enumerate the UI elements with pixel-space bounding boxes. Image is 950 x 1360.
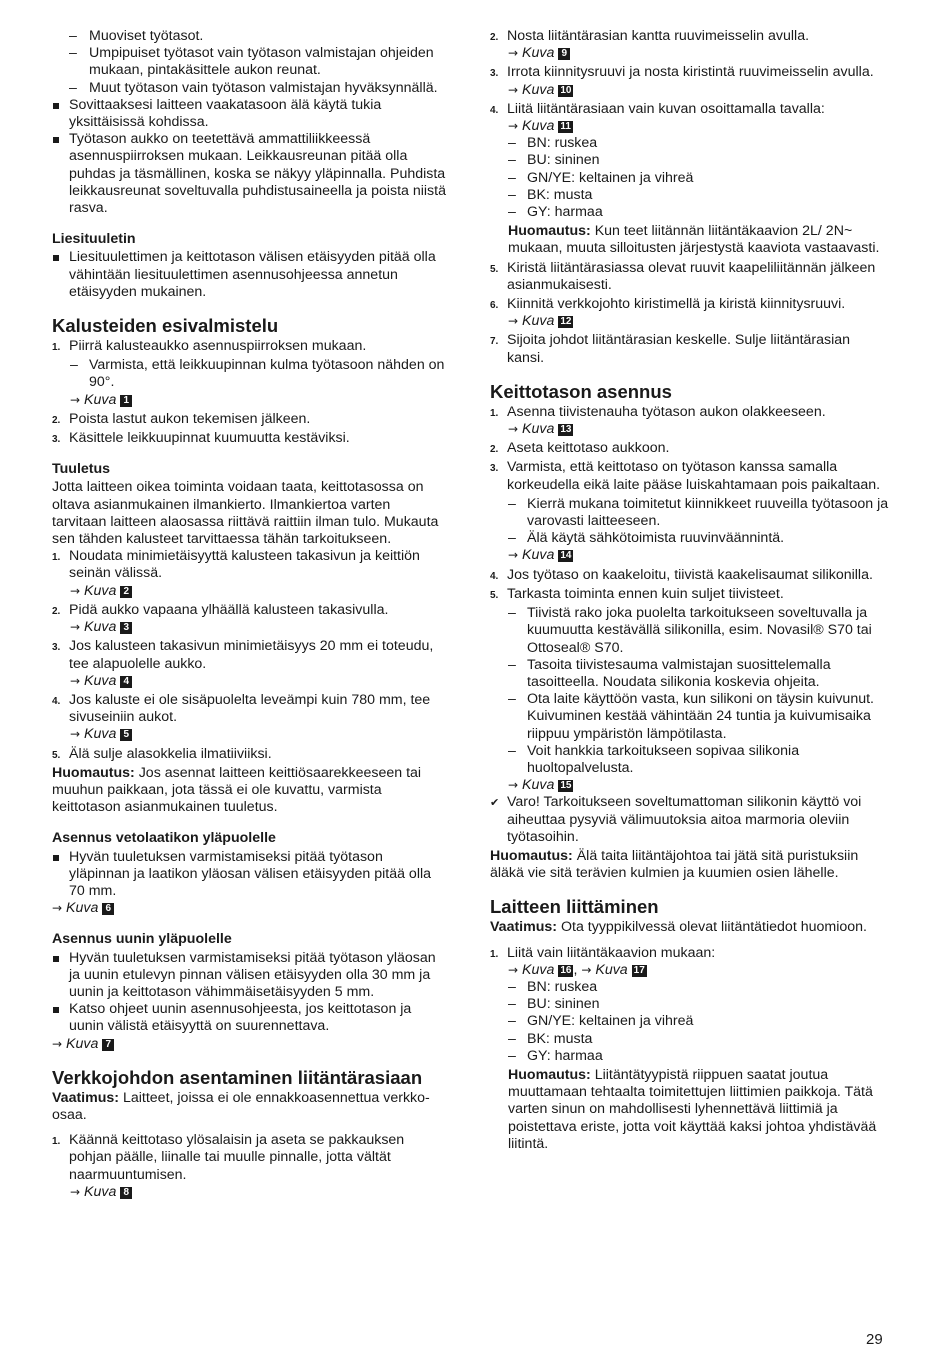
list-item: – Kierrä mukana toimitetut kiinnikkeet ruuveilla työtasoon ja varovasti laitteeseen. (490, 496, 890, 530)
paragraph: Jotta laitteen oikea toiminta voidaan taata, keittotasossa on oltava asianmukainen ilmankierto. Ilmankiertoa varten tarvitaan laitteen alaosassa riittävä raittiin ilman tulo. Mukauta sen tähden kalusteet tarvittaessa tähän tarkoitukseen. (52, 479, 439, 548)
figure-ref: → Kuva 2 (52, 583, 447, 600)
arrow-icon: → (508, 119, 519, 134)
arrow-icon: → (508, 46, 519, 61)
step-item: 2. Pidä aukko vapaana ylhäällä kalusteen takasivulla. (52, 601, 389, 618)
wire-item: – BN: ruskea (490, 979, 890, 996)
list-item: – Ota laite käyttöön vasta, kun silikoni on täysin kuivunut. Kuivuminen kestää vähintään 24 tuntia ja kuivumisaika riippuu ympäristön lämpötilasta. (490, 691, 890, 743)
wire-item: – BK: musta (490, 1031, 890, 1048)
figure-number: 2 (120, 586, 132, 598)
step-item: 4. Jos työtaso on kaakeloitu, tiivistä kaakelisaumat silikonilla. (490, 566, 873, 583)
arrow-icon: → (508, 778, 519, 793)
arrow-icon: → (52, 1036, 63, 1051)
figure-number: 10 (560, 84, 572, 96)
figure-ref: → Kuva 1 (52, 392, 447, 409)
figure-ref: → Kuva 12 (508, 313, 572, 330)
figure-ref: → Kuva 6 (52, 900, 447, 917)
bullet-item: Katso ohjeet uunin asennusohjeesta, jos keittotason ja uunin välistä etäisyyttä on suurennettava. (52, 1001, 447, 1035)
section-heading-oven: Asennus uunin yläpuolelle (52, 931, 232, 948)
arrow-icon: → (508, 82, 519, 97)
arrow-icon: → (508, 314, 519, 329)
figure-number: 4 (120, 676, 132, 688)
figure-ref: → Kuva 16 , → Kuva 17 (508, 961, 645, 978)
figure-number: 9 (558, 48, 570, 60)
arrow-icon: → (70, 1184, 81, 1199)
figure-number: 7 (102, 1039, 114, 1051)
wire-item: – GY: harmaa (490, 204, 890, 221)
step-item: 2. Poista lastut aukon tekemisen jälkeen. (52, 410, 311, 427)
figure-ref: → Kuva 13 (508, 421, 572, 438)
figure-number: 16 (560, 964, 572, 976)
arrow-icon: → (70, 727, 81, 742)
step-item: 1. Asenna tiivistenauha työtason aukon olakkeeseen. (490, 403, 826, 420)
note: Huomautus: Jos asennat laitteen keittiösaarekkeeseen tai muuhun paikkaan, jota tässä ei ole kuvattu, varmista keittotason asianmukainen tuuletus. (52, 764, 422, 816)
figure-ref: → Kuva 7 (52, 1036, 447, 1053)
arrow-icon: → (52, 901, 63, 916)
list-item: – Tiivistä rako joka puolelta tarkoitukseen soveltuvalla ja kuumuutta kestävällä silikonilla, esim. Novasil® S70 tai Ottoseal® S70. (490, 605, 890, 657)
arrow-icon: → (70, 392, 81, 407)
section-heading-connect: Laitteen liittäminen (490, 896, 659, 918)
list-item: – Muut työtason vain työtason valmistajan hyväksynnällä. (52, 80, 447, 97)
figure-number: 13 (560, 424, 572, 436)
wire-item: – GY: harmaa (490, 1048, 890, 1065)
step-item: 5. Kiristä liitäntärasiassa olevat ruuvit kaapeliliitännän jälkeen asianmukaisesti. (490, 259, 876, 293)
requirement: Vaatimus: Laitteet, joissa ei ole ennakkoasennettua verkko-osaa. (52, 1089, 430, 1123)
wire-item: – GN/YE: keltainen ja vihreä (490, 170, 890, 187)
step-item: 2. Aseta keittotaso aukkoon. (490, 440, 670, 457)
step-item: 1. Noudata minimietäisyyttä kalusteen takasivun ja keittiön seinän välissä. (52, 548, 420, 582)
section-heading-prep: Kalusteiden esivalmistelu (52, 315, 279, 337)
figure-number: 14 (560, 550, 572, 562)
figure-ref: → Kuva 10 (508, 81, 572, 98)
step-item: 1. Piirrä kalusteaukko asennuspiirroksen mukaan. (52, 338, 367, 355)
figure-number: 15 (560, 780, 572, 792)
list-item: – Älä käytä sähkötoimista ruuvinväännintä. (490, 530, 890, 547)
step-item: 3. Jos kalusteen takasivun minimietäisyys 20 mm ei toteudu, tee alapuolelle aukko. (52, 638, 434, 672)
figure-ref: → Kuva 14 (508, 547, 572, 564)
list-item: – Varmista, että leikkuupinnan kulma työtasoon nähden on 90°. (52, 357, 447, 391)
figure-ref: → Kuva 5 (52, 726, 447, 743)
figure-ref: → Kuva 8 (52, 1184, 447, 1201)
step-item: 5. Älä sulje alasokkelia ilmatiiviiksi. (52, 745, 272, 762)
figure-number: 1 (120, 395, 132, 407)
bullet-item: Työtason aukko on teetettävä ammattiliikkeessä asennuspiirroksen mukaan. Leikkausreunan pitää olla puhdas ja täsmällinen, koska se näkyy yläpinnalla. Puhdista leikkausreunat soveltuvalla puhdistusaineella ja poista niistä rasva. (52, 131, 447, 217)
step-item: 5. Tarkasta toiminta ennen kuin suljet tiivisteet. (490, 585, 784, 602)
figure-ref: → Kuva 4 (52, 673, 447, 690)
bullet-item: Hyvän tuuletuksen varmistamiseksi pitää työtason yläosan ja uunin etulevyn pinnan välisen etäisyyden olla 30 mm ja uunin ja keittotason vähimmäisetäisyyden 5 mm. (52, 950, 447, 1002)
list-item: – Tasoita tiivistesauma valmistajan suosittelemalla tasoitteella. Noudata silikonia koskevia ohjeita. (490, 657, 890, 691)
figure-number: 3 (120, 622, 132, 634)
requirement: Vaatimus: Ota tyyppikilvessä olevat liitäntätiedot huomioon. (490, 919, 867, 936)
section-heading-hood: Liesituuletin (52, 231, 136, 248)
section-heading-worktop: Keittotason asennus (490, 380, 672, 402)
warning-item: ✔ Varo! Tarkoitukseen soveltumattoman silikonin käyttö voi aiheuttaa pysyviä välimuutoksia aitoa marmoria oleviin työtasoihin. (490, 794, 890, 846)
list-item: – Muoviset työtasot. (52, 28, 447, 45)
figure-ref: → Kuva 11 (508, 118, 571, 135)
section-heading-drawer: Asennus vetolaatikon yläpuolelle (52, 830, 276, 847)
note: Huomautus: Älä taita liitäntäjohtoa tai jätä sitä puristuksiin äläkä vie sitä terävien kulmien ja kuumien osien lähelle. (490, 847, 859, 882)
step-item: 6. Kiinnitä verkkojohto kiristimellä ja kiristä kiinnitysruuvi. (490, 296, 846, 313)
figure-ref: → Kuva 15 (508, 777, 572, 794)
wire-item: – BU: sininen (490, 152, 890, 169)
wire-item: – BN: ruskea (490, 135, 890, 152)
note: Huomautus: Kun teet liitännän liitäntäkaavion 2L/ 2N~ mukaan, muuta silloitusten järjestystä kaaviota vastaavasti. (508, 223, 880, 257)
page-number: 29 (866, 1331, 883, 1348)
list-item: – Umpipuiset työtasot vain työtason valmistajan ohjeiden mukaan, pintakäsittele aukon reunat. (52, 45, 447, 79)
figure-ref: → Kuva 3 (52, 619, 447, 636)
bullet-item: Liesituulettimen ja keittotason välisen etäisyyden pitää olla vähintään liesituulettimen asennusohjeessa annetun etäisyyden mukainen. (52, 249, 447, 301)
section-heading-cable: Verkkojohdon asentaminen liitäntärasiaan (52, 1066, 423, 1088)
step-item: 7. Sijoita johdot liitäntärasian keskelle. Sulje liitäntärasian kansi. (490, 332, 851, 366)
arrow-icon: → (508, 548, 519, 563)
section-heading-vent: Tuuletus (52, 461, 111, 478)
arrow-icon: → (508, 422, 519, 437)
figure-number: 6 (102, 903, 114, 915)
arrow-icon: → (70, 673, 81, 688)
step-item: 3. Irrota kiinnitysruuvi ja nosta kiristintä ruuvimeisselin avulla. (490, 64, 874, 81)
arrow-icon: → (581, 962, 592, 977)
list-item: – Voit hankkia tarkoitukseen sopivaa silikonia huoltopalvelusta. (490, 743, 890, 777)
right-column (490, 28, 890, 1153)
step-item: 4. Liitä liitäntärasiaan vain kuvan osoittamalla tavalla: (490, 100, 825, 117)
step-item: 2. Nosta liitäntärasian kantta ruuvimeisselin avulla. (490, 28, 810, 44)
wire-item: – BU: sininen (490, 996, 890, 1013)
figure-ref: → Kuva 9 (490, 45, 890, 62)
wire-item: – BK: musta (490, 187, 890, 204)
step-item: 3. Varmista, että keittotaso on työtason kanssa samalla korkeudella eikä laite pääse luiskahtamaan pois paikaltaan. (490, 459, 881, 493)
arrow-icon: → (70, 583, 81, 598)
figure-number: 12 (560, 316, 572, 328)
left-column (52, 28, 447, 1201)
step-item: 3. Käsittele leikkuupinnat kuumuutta kestäviksi. (52, 430, 350, 447)
figure-number: 8 (120, 1187, 132, 1199)
bullet-item: Sovittaaksesi laitteen vaakatasoon älä käytä tukia yksittäisissä kohdissa. (52, 97, 447, 131)
step-item: 4. Jos kaluste ei ole sisäpuolelta leveämpi kuin 780 mm, tee sivuseiniin aukot. (52, 691, 431, 726)
arrow-icon: → (70, 620, 81, 635)
step-item: 1. Käännä keittotaso ylösalaisin ja aseta se pakkauksen pohjan päälle, liinalle tai muulle pinnalle, jotta vältät naarmuuntumisen. (52, 1132, 405, 1183)
figure-number: 11 (560, 121, 571, 133)
step-item: 1. Liitä vain liitäntäkaavion mukaan: (490, 944, 716, 961)
wire-item: – GN/YE: keltainen ja vihreä (490, 1013, 890, 1030)
note: Huomautus: Liitäntätyypistä riippuen saatat joutua muuttamaan tehtaalta toimitettujen liittimien paikkoja. Tätä varten sinun on mahdollisesti lyhennettävä liittimiä ja poistettava eriste, jotta voit käyttää kaksi johtoa yhdistävää liitintä. (508, 1066, 877, 1152)
figure-number: 5 (120, 729, 132, 741)
arrow-icon: → (508, 962, 519, 977)
figure-number: 17 (633, 964, 645, 976)
bullet-item: Hyvän tuuletuksen varmistamiseksi pitää työtason yläpinnan ja laatikon yläosan välisen etäisyyden pitää olla 70 mm. (52, 849, 447, 901)
